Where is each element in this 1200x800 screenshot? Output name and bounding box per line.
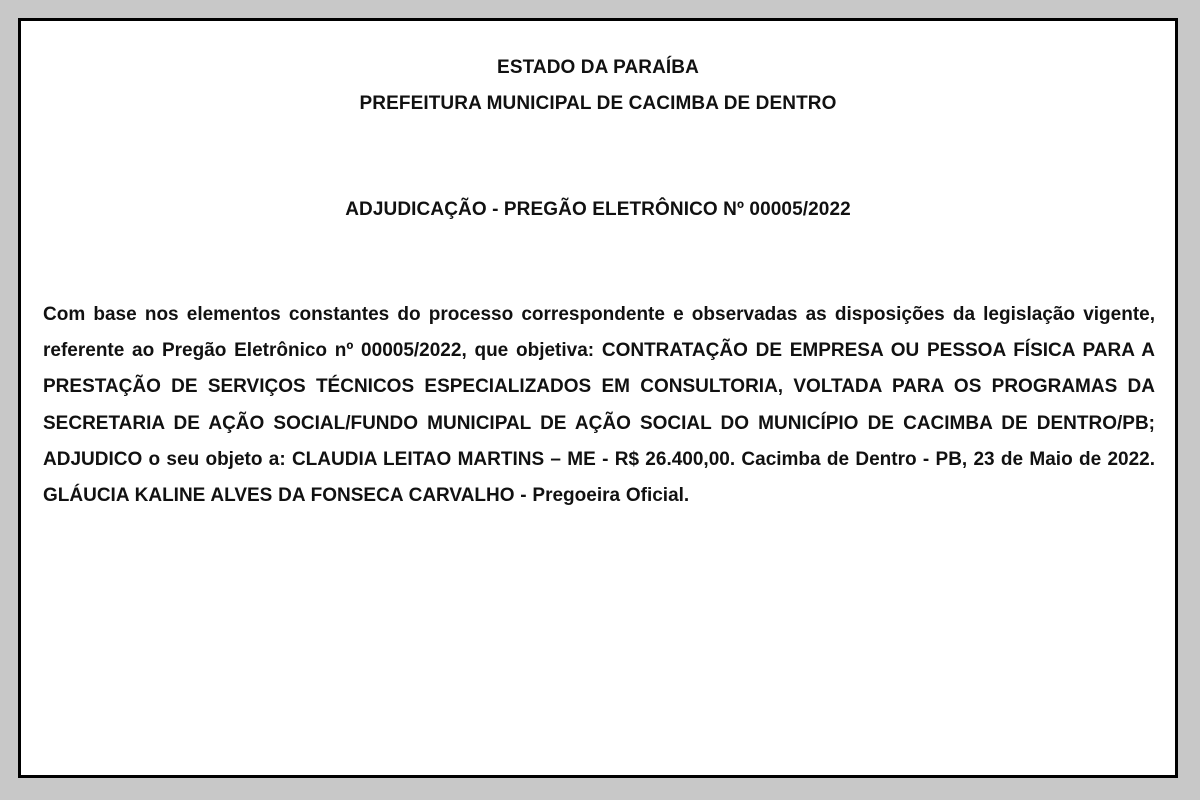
state-heading: ESTADO DA PARAÍBA: [497, 57, 699, 78]
notice-frame: [18, 18, 1178, 778]
notice-title: ADJUDICAÇÃO - PREGÃO ELETRÔNICO Nº 00005/2022: [345, 199, 851, 220]
notice-body: Com base nos elementos constantes do processo correspondente e observadas as disposições da legislação vigente, referente ao Pregão Eletrônico nº 00005/2022, que objetiva: CONTRATAÇÃO DE EMPRESA OU PESSOA FÍSICA PARA A PRESTAÇÃO DE SERVIÇOS TÉCNICOS ESPECIALIZADOS EM CONSULTORIA, VOLTADA PARA OS PROGRAMAS DA SECRETARIA DE AÇÃO SOCIAL/FUNDO MUNICIPAL DE AÇÃO SOCIAL DO MUNICÍPIO DE CACIMBA DE DENTRO/PB; ADJUDICO o seu objeto a: CLAUDIA LEITAO MARTINS – ME - R$ 26.400,00. Cacimba de Dentro - PB, 23 de Maio de 2022. GLÁUCIA KALINE ALVES DA FONSECA CARVALHO - Pregoeira Oficial.: [43, 304, 1155, 507]
prefecture-heading: PREFEITURA MUNICIPAL DE CACIMBA DE DENTRO: [359, 93, 837, 114]
